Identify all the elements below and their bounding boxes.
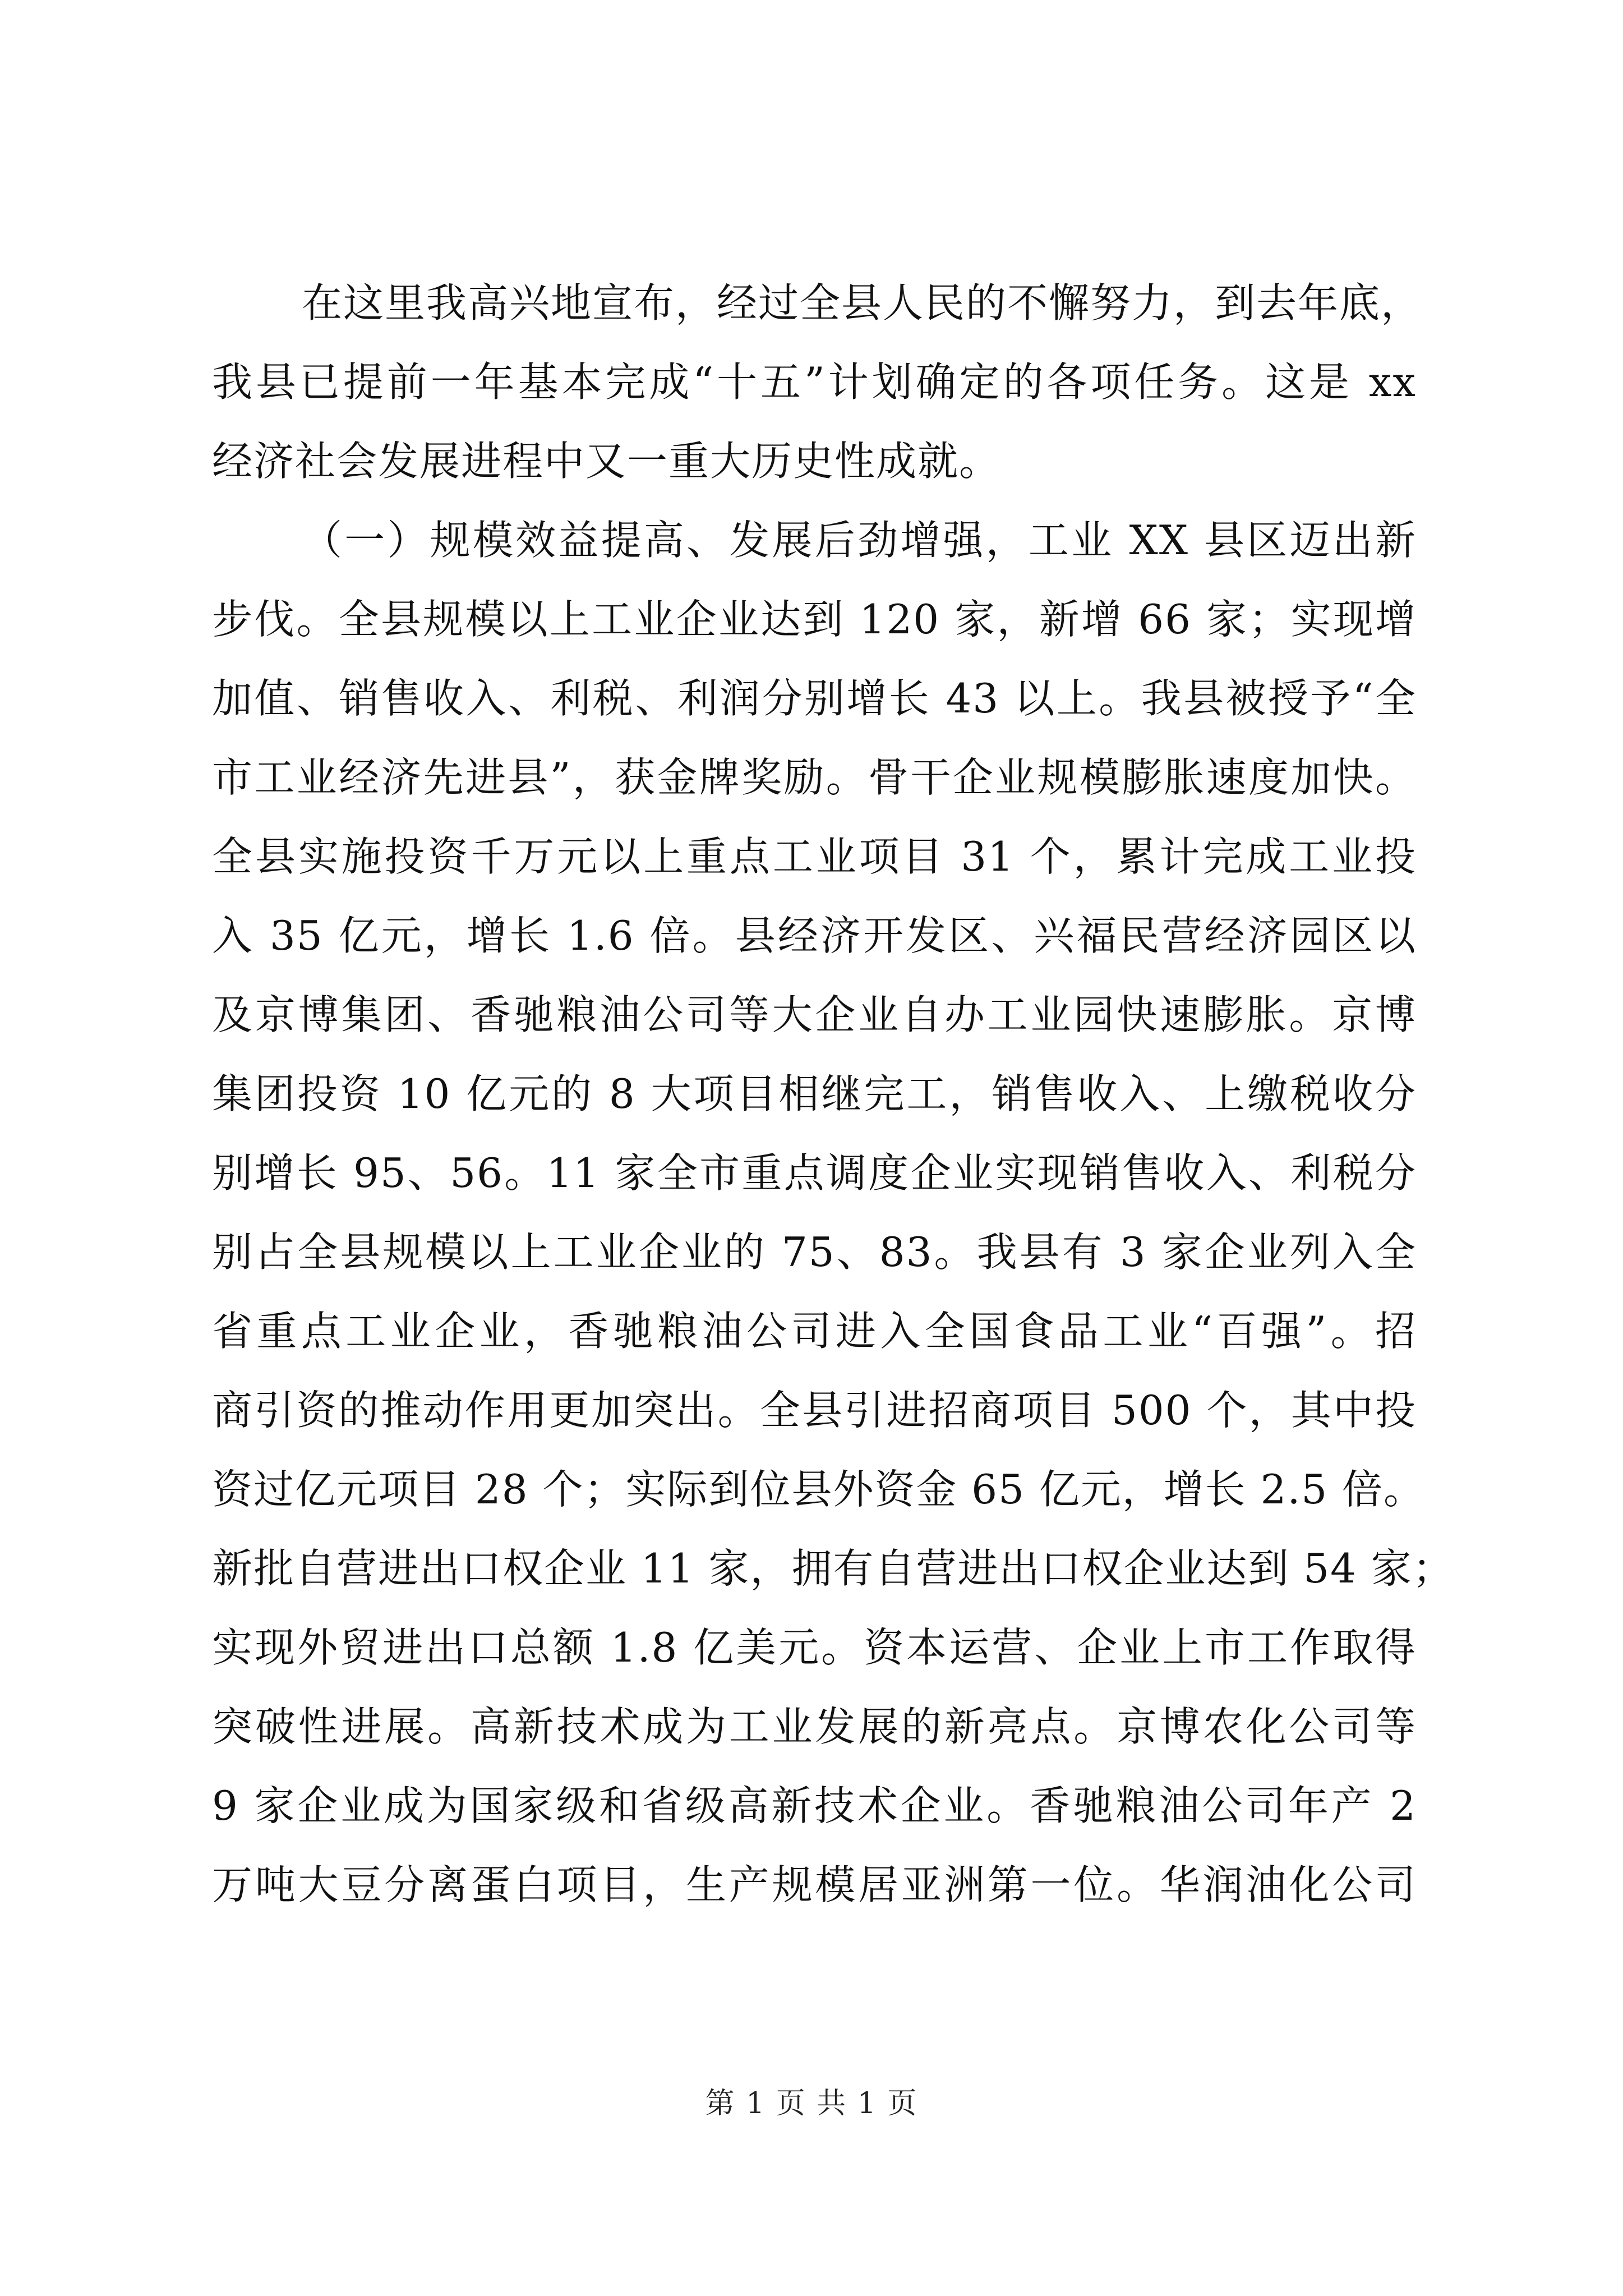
- paragraph-2-line-3: 加值、销售收入、利税、利润分别增长 43 以上。我县被授予“全: [212, 675, 1417, 722]
- paragraph-2-line-2: 步伐。全县规模以上工业企业达到 120 家，新增 66 家；实现增: [212, 596, 1417, 643]
- paragraph-2-line-7: 及京博集团、香驰粮油公司等大企业自办工业园快速膨胀。京博: [212, 991, 1417, 1038]
- paragraph-2-line-4: 市工业经济先进县”，获金牌奖励。骨干企业规模膨胀速度加快。: [212, 754, 1417, 801]
- paragraph-2-line-8: 集团投资 10 亿元的 8 大项目相继完工，销售收入、上缴税收分: [212, 1070, 1417, 1117]
- paragraph-1-line-3: 经济社会发展进程中又一重大历史性成就。: [212, 438, 1001, 485]
- paragraph-2-line-1: （一）规模效益提高、发展后劲增强，工业 XX 县区迈出新: [302, 517, 1417, 564]
- paragraph-2-line-5: 全县实施投资千万元以上重点工业项目 31 个，累计完成工业投: [212, 833, 1417, 880]
- paragraph-2-line-13: 资过亿元项目 28 个；实际到位县外资金 65 亿元，增长 2.5 倍。: [212, 1466, 1426, 1513]
- paragraph-2-line-17: 9 家企业成为国家级和省级高新技术企业。香驰粮油公司年产 2: [212, 1782, 1417, 1829]
- paragraph-2-line-15: 实现外贸进出口总额 1.8 亿美元。资本运营、企业上市工作取得: [212, 1624, 1417, 1671]
- page-number-label: 第 1 页 共 1 页: [705, 2087, 918, 2120]
- paragraph-2-line-14: 新批自营进出口权企业 11 家，拥有自营进出口权企业达到 54 家；: [212, 1545, 1454, 1592]
- document-body: [212, 264, 1454, 1925]
- paragraph-2-line-11: 省重点工业企业，香驰粮油公司进入全国食品工业“百强”。招: [212, 1308, 1417, 1355]
- paragraph-2-line-18: 万吨大豆分离蛋白项目，生产规模居亚洲第一位。华润油化公司: [212, 1861, 1417, 1908]
- paragraph-2-line-16: 突破性进展。高新技术成为工业发展的新亮点。京博农化公司等: [212, 1703, 1417, 1750]
- paragraph-2-line-9: 别增长 95、56。11 家全市重点调度企业实现销售收入、利税分: [212, 1149, 1417, 1197]
- page-footer: [0, 2084, 1623, 2123]
- paragraph-2-line-6: 入 35 亿元，增长 1.6 倍。县经济开发区、兴福民营经济园区以: [212, 912, 1417, 959]
- paragraph-1-line-2: 我县已提前一年基本完成“十五”计划确定的各项任务。这是 xx: [212, 358, 1417, 406]
- paragraph-1-line-1: 在这里我高兴地宣布，经过全县人民的不懈努力，到去年底，: [302, 279, 1423, 326]
- paragraph-2-line-10: 别占全县规模以上工业企业的 75、83。我县有 3 家企业列入全: [212, 1228, 1417, 1276]
- paragraph-2-line-12: 商引资的推动作用更加突出。全县引进招商项目 500 个，其中投: [212, 1387, 1417, 1434]
